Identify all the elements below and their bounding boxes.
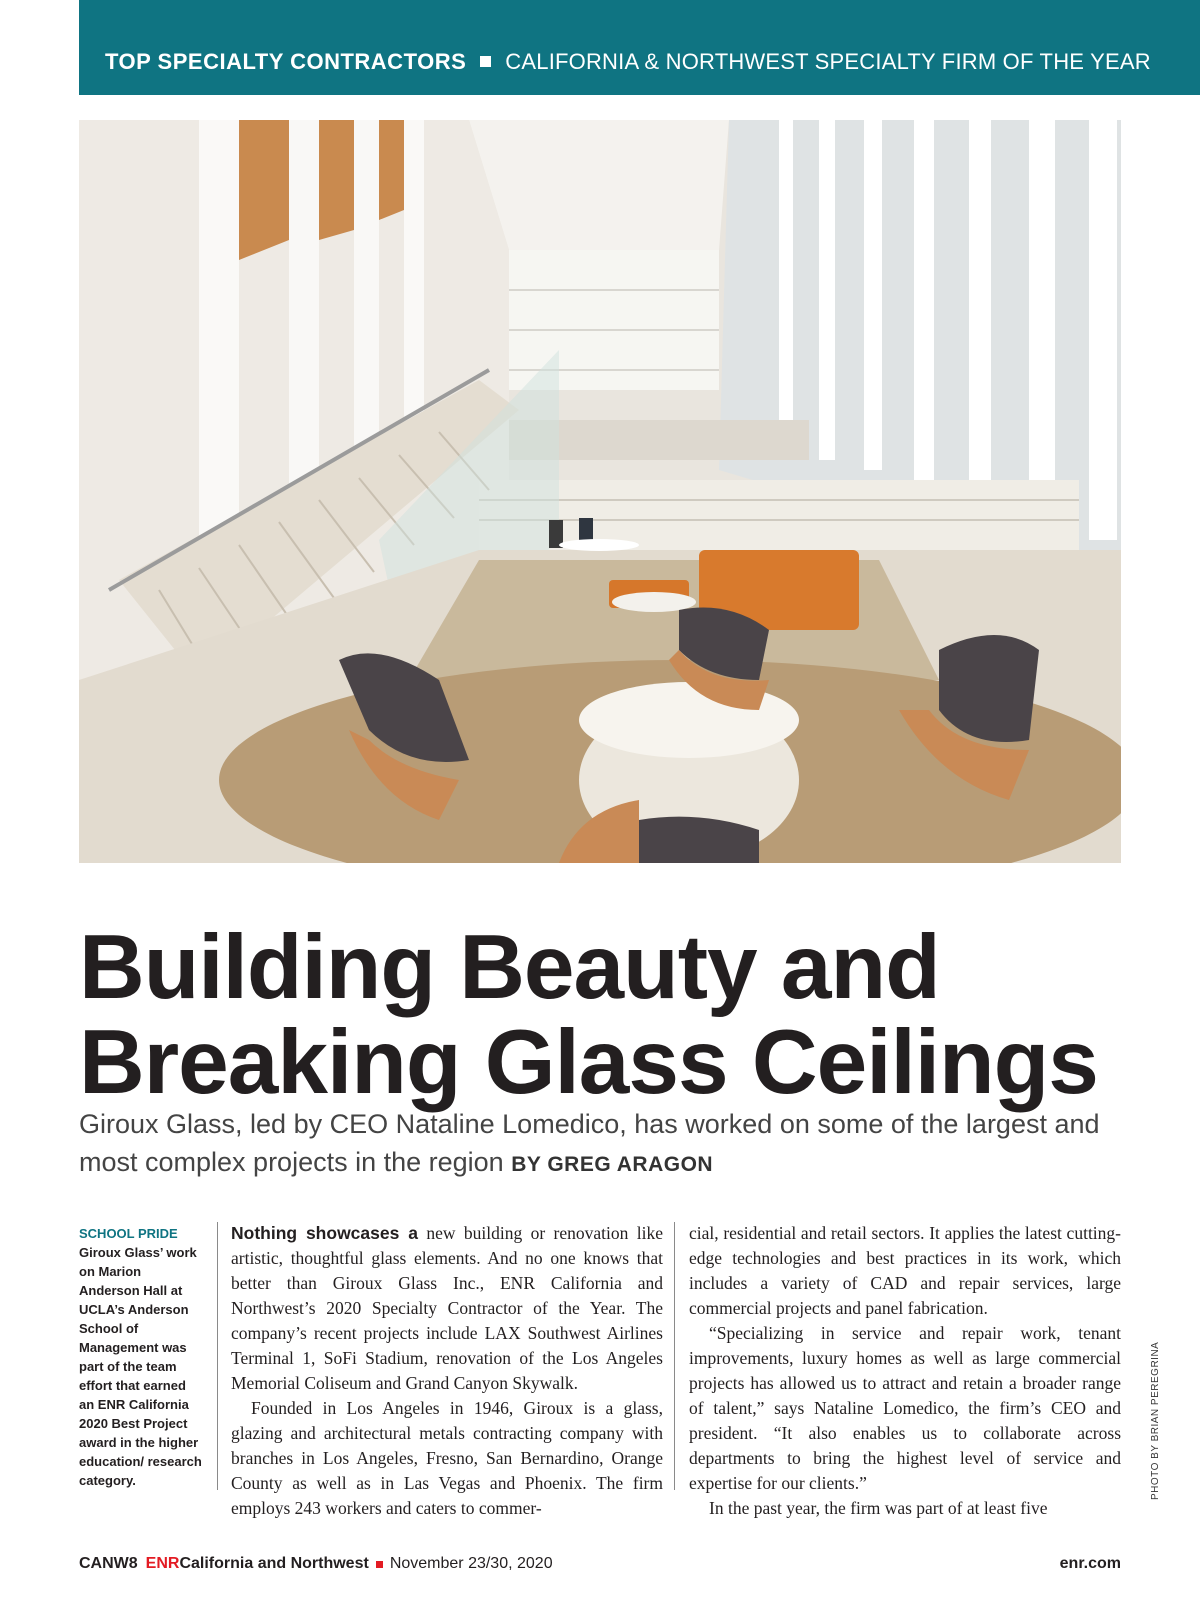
lead-in: Nothing showcases a [231,1223,418,1243]
article-column-2 [689,1221,1121,1521]
article-column-1 [231,1221,663,1521]
section-label: TOP SPECIALTY CONTRACTORS [105,48,467,74]
photo-caption [79,1224,204,1490]
column-divider [674,1222,675,1490]
enr-logo: ENR [145,1555,180,1572]
byline: BY GREG ARAGON [511,1153,714,1176]
page-footer [79,1550,1121,1578]
section-banner [79,0,1200,95]
headline [79,917,1179,1113]
article-paragraph: In the past year, the firm was part of at least five [709,1498,1048,1518]
page-number: CANW8 [79,1555,138,1572]
issue-date: November 23/30, 2020 [389,1555,553,1572]
website-link[interactable]: enr.com [1059,1555,1121,1572]
headline-line-1: Building Beauty and [79,917,940,1018]
photo-credit: PHOTO BY BRIAN PEREGRINA [1150,1341,1161,1500]
publication-name: California and Northwest [179,1555,369,1572]
square-bullet-icon [480,56,491,67]
section-subtitle: CALIFORNIA & NORTHWEST SPECIALTY FIRM OF THE YEAR [505,48,1151,74]
article-paragraph: “Specializing in service and repair work, tenant improvements, luxury homes as well as large commercial projects has allowed us to attract and retain a broader range of talent,” says Nataline Lomedico, the firm’s CEO and president. “It also enables us to collaborate across departments to bring the highest level of service and expertise for our clients.” [689,1323,1121,1493]
deck [79,1105,1139,1184]
deck-text: Giroux Glass, led by CEO Nataline Lomedico, has worked on some of the largest and most complex projects in the region [79,1109,1100,1177]
square-bullet-icon [376,1561,383,1568]
headline-line-2: Breaking Glass Ceilings [79,1012,1098,1113]
paragraph-text: new building or renovation like artistic, thoughtful glass elements. And no one knows that better than Giroux Glass Inc., ENR California and Northwest’s 2020 Specialty Contractor of the Year. The company’s recent projects include LAX Southwest Airlines Terminal 1, SoFi Stadium, renovation of the Los Angeles Memorial Coliseum and Grand Canyon Skywalk. [231,1223,663,1393]
atrium-photo [79,120,1121,863]
caption-body: Giroux Glass’ work on Marion Anderson Hall at UCLA’s Anderson School of Management was part of the team effort that earned an ENR California 2020 Best Project award in the higher education/ research category. [79,1245,202,1488]
column-divider [217,1222,218,1490]
caption-head: SCHOOL PRIDE [79,1226,178,1241]
article-paragraph: Founded in Los Angeles in 1946, Giroux is a glass, glazing and architectural metals contracting company with branches in Los Angeles, Fresno, San Bernardino, Orange County as well as in Las Vegas and Phoenix. The firm employs 243 workers and caters to commer- [231,1398,663,1518]
article-paragraph [231,1221,663,1396]
article-paragraph: cial, residential and retail sectors. It applies the latest cutting-edge technologies and best practices in its work, which includes a variety of CAD and repair services, large commercial projects and panel fabrication. [689,1223,1121,1318]
